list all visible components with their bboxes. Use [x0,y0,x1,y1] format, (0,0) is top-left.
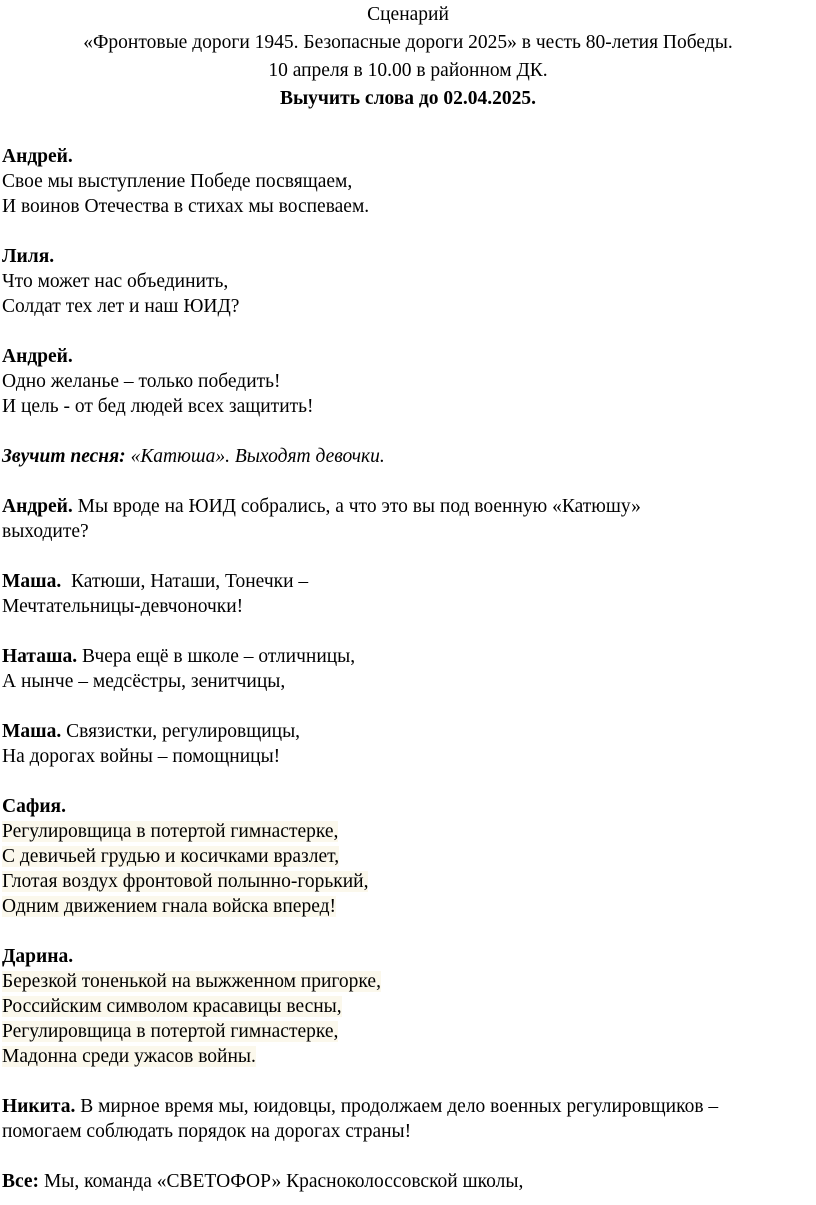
script-line: В мирное время мы, юидовцы, продолжаем дело военных регулировщиков – [75,1096,719,1117]
script-line: Глотая воздух фронтовой полынно-горький, [2,871,369,892]
script-line: Мечтательницы-девчоночки! [2,596,244,617]
doc-title: Сценарий [367,4,449,25]
script-line: С девичьей грудью и косичками вразлет, [2,846,340,867]
script-line: Связистки, регулировщицы, [61,721,301,742]
script-line: Российским символом красавицы весны, [2,996,342,1017]
script-line: Регулировщица в потертой гимнастерке, [2,821,339,842]
script-line: выходите? [2,521,89,542]
speaker-name: Все: [2,1171,40,1192]
script-line: Свое мы выступление Победе посвящаем, [2,171,353,192]
script-block-nikita [2,1094,814,1144]
script-line: Березкой тоненькой на выжженном пригорке, [2,971,381,992]
script-line: помогаем соблюдать порядок на дорогах страны! [2,1121,412,1142]
script-line: Одним движением гнала войска вперед! [2,896,337,917]
doc-deadline: Выучить слова до 02.04.2025. [279,88,537,109]
stage-direction-label: Звучит песня: [2,446,126,467]
doc-date-place: 10 апреля в 10.00 в районном ДК. [268,60,548,81]
script-line: Мадонна среди ужасов войны. [2,1046,256,1067]
script-line: Солдат тех лет и наш ЮИД? [2,296,240,317]
speaker-name: Андрей. [2,146,73,167]
script-line: И воинов Отечества в стихах мы воспеваем. [2,196,370,217]
script-block-andrey-3 [2,494,814,544]
script-line: И цель - от бед людей всех защитить! [2,396,314,417]
script-block-andrey-1 [2,144,814,219]
script-line: Вчера ещё в школе – отличницы, [77,646,356,667]
document-page [2,2,814,1194]
script-block-lilya [2,244,814,319]
script-block-natasha [2,644,814,694]
script-line: А нынче – медсёстры, зенитчицы, [2,671,286,692]
script-line: Мы вроде на ЮИД собрались, а что это вы под военную «Катюшу» [72,496,641,517]
speaker-name: Сафия. [2,796,66,817]
speaker-name: Лиля. [2,246,55,267]
speaker-name: Никита. [2,1096,76,1117]
script-block-all [2,1169,814,1194]
script-line: Мы, команда «СВЕТОФОР» Красноколоссовской школы, [39,1171,524,1192]
script-block-masha-2 [2,719,814,769]
script-line: Что может нас объединить, [2,271,229,292]
speaker-name: Андрей. [2,346,73,367]
doc-subtitle: «Фронтовые дороги 1945. Безопасные дороги 2025» в честь 80-летия Победы. [83,32,733,53]
script-line: Катюши, Наташи, Тонечки – [61,571,309,592]
speaker-name: Наташа. [2,646,78,667]
script-block-andrey-2 [2,344,814,419]
script-block-masha-1 [2,569,814,619]
stage-direction [2,444,814,469]
stage-direction-text: «Катюша». Выходят девочки. [125,446,385,467]
script-line: На дорогах войны – помощницы! [2,746,281,767]
script-block-darina [2,944,814,1069]
speaker-name: Андрей. [2,496,73,517]
script-line: Регулировщица в потертой гимнастерке, [2,1021,339,1042]
script-line: Одно желанье – только победить! [2,371,281,392]
stage-direction-block [2,444,814,469]
speaker-name: Дарина. [2,946,74,967]
speaker-name: Маша. [2,571,62,592]
document-header [2,2,814,111]
speaker-name: Маша. [2,721,62,742]
script-block-safiya [2,794,814,919]
